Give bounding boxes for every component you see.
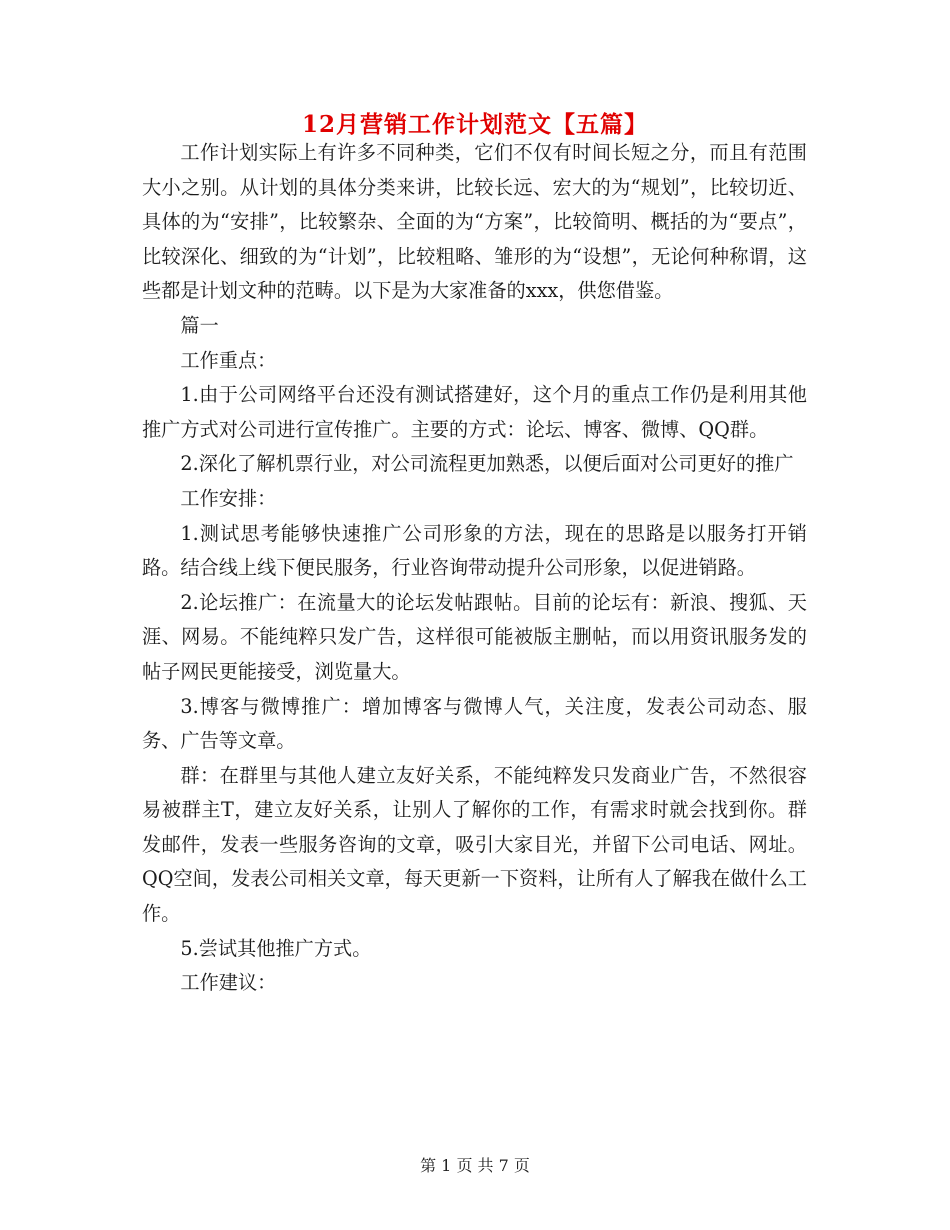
list-item-arrangement-1: 1.测试思考能够快速推广公司形象的方法，现在的思路是以服务打开销路。结合线上线下便民服务，行业咨询带动提升公司形象，以促进销路。 [142, 521, 807, 580]
subheading-work-arrangement: 工作安排： [180, 486, 277, 510]
page-number: 第 1 页 共 7 页 [420, 1156, 530, 1175]
subheading-work-focus: 工作重点： [180, 348, 277, 372]
list-item-focus-2: 2.深化了解机票行业，对公司流程更加熟悉，以便后面对公司更好的推广 [180, 452, 794, 476]
list-item-arrangement-5: 5.尝试其他推广方式。 [180, 936, 372, 960]
section-heading-part-one: 篇一 [180, 313, 219, 337]
document-body [142, 136, 807, 1001]
subheading-work-suggestions: 工作建议： [180, 971, 277, 995]
paragraph-intro: 工作计划实际上有许多不同种类，它们不仅有时间长短之分，而且有范围大小之别。从计划的具体分类来讲，比较长远、宏大的为“规划”，比较切近、具体的为“安排”，比较繁杂、全面的为“方案”，比较简明、概括的为“要点”，比较深化、细致的为“计划”，比较粗略、雏形的为“设想”，无论何种称谓，这些都是计划文种的范畴。以下是为大家准备的xxx，供您借鉴。 [142, 141, 807, 303]
list-item-arrangement-2: 2.论坛推广：在流量大的论坛发帖跟帖。目前的论坛有：新浪、搜狐、天涯、网易。不能纯粹只发广告，这样很可能被版主删帖，而以用资讯服务发的帖子网民更能接受，浏览量大。 [142, 590, 807, 683]
list-item-arrangement-group: 群：在群里与其他人建立友好关系，不能纯粹发只发商业广告，不然很容易被群主T，建立友好关系，让别人了解你的工作，有需求时就会找到你。群发邮件，发表一些服务咨询的文章，吸引大家目光，并留下公司电话、网址。QQ空间，发表公司相关文章，每天更新一下资料，让所有人了解我在做什么工作。 [142, 763, 807, 926]
list-item-arrangement-3: 3.博客与微博推广：增加博客与微博人气，关注度，发表公司动态、服务、广告等文章。 [142, 694, 807, 753]
list-item-focus-1: 1.由于公司网络平台还没有测试搭建好，这个月的重点工作仍是利用其他推广方式对公司进行宣传推广。主要的方式：论坛、博客、微博、QQ群。 [142, 383, 807, 441]
document-title: 12月营销工作计划范文【五篇】 [301, 111, 648, 138]
